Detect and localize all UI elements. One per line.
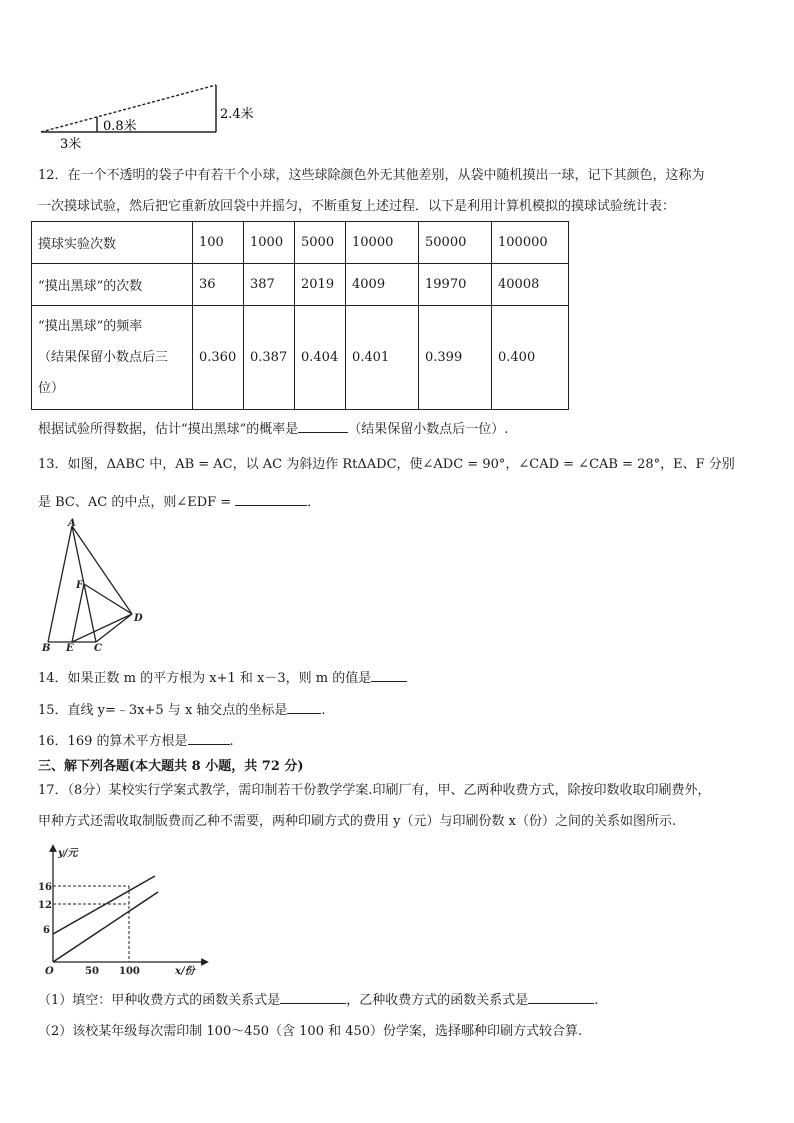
answer-blank [280, 989, 346, 1004]
table-cell: 0.399 [419, 306, 492, 410]
point-label-D: D [134, 613, 143, 624]
point-label-E: E [66, 643, 74, 654]
table-cell: 2019 [295, 264, 346, 306]
point-label-A: A [68, 518, 76, 529]
q13-line2 [38, 491, 320, 513]
seg-AB [48, 526, 72, 642]
q15-text-b: . [321, 703, 326, 718]
q15-line [38, 699, 326, 721]
q12-line2: 一次摸球试验，然后把它重新放回袋中并摇匀，不断重复上述过程．以下是利用计算机模拟的摸球试验统计表： [38, 199, 676, 214]
q15-text-a: 15．直线 y=﹣3x+5 与 x 轴交点的坐标是 [38, 703, 288, 718]
q14-line [38, 667, 407, 689]
trial-table [31, 221, 569, 410]
x-tick-100: 100 [119, 966, 140, 977]
table-cell: 0.404 [295, 306, 346, 410]
q16-line [38, 730, 234, 752]
table-row [32, 306, 569, 410]
point-label-C: C [94, 643, 102, 654]
q17-line2: 甲种方式还需收取制版费而乙种不需要，两种印刷方式的费用 y（元）与印刷份数 x（份）之间的关系如图所示. [38, 814, 677, 829]
section-title: 三、解下列各题(本大题共 8 小题，共 72 分) [38, 759, 304, 774]
y-tick-12: 12 [38, 900, 52, 911]
answer-blank [371, 667, 407, 682]
table-cell: 0.387 [244, 306, 295, 410]
q13-line2-a: 是 BC、AC 的中点，则∠EDF = [38, 495, 232, 510]
table-cell: 1000 [244, 222, 295, 264]
answer-blank [235, 491, 307, 506]
table-cell: 100 [193, 222, 244, 264]
table-row-header [32, 306, 193, 410]
table-row [32, 222, 569, 264]
freq-header-line1: “摸出黑球”的频率 [38, 319, 143, 334]
answer-blank [188, 730, 230, 745]
answer-blank [298, 418, 348, 433]
q17-sub1-a: （1）填空：甲种收费方式的函数关系式是 [38, 993, 281, 1008]
table-cell: 36 [193, 264, 244, 306]
cost-graph [33, 842, 213, 977]
table-cell: 40008 [492, 264, 569, 306]
table-cell: 0.401 [346, 306, 419, 410]
q12-line1: 12．在一个不透明的袋子中有若干个小球，这些球除颜色外无其他差别，从袋中随机摸出一球，记下其颜色，这称为 [38, 168, 705, 183]
y-tick-16: 16 [38, 882, 52, 893]
seg-DF [84, 584, 132, 614]
table-cell: 4009 [346, 264, 419, 306]
origin-label: O [45, 966, 54, 977]
table-cell: 387 [244, 264, 295, 306]
line-yi [53, 892, 158, 962]
q13-line2-b: ． [307, 495, 321, 510]
y-tick-6: 6 [43, 925, 50, 936]
triangle-figure [36, 518, 151, 654]
point-label-F: F [76, 580, 84, 591]
answer-blank [528, 989, 594, 1004]
q14-text: 14．如果正数 m 的平方根为 x+1 和 x－3，则 m 的值是 [38, 671, 372, 686]
slope-mid-label: 0.8米 [103, 119, 137, 134]
slope-base-label: 3米 [60, 137, 82, 152]
q16-text-a: 16．169 的算术平方根是 [38, 734, 188, 749]
table-row-header: “摸出黑球”的次数 [32, 264, 193, 306]
q17-sub1-c: . [594, 993, 599, 1008]
table-cell: 0.360 [193, 306, 244, 410]
q17-sub1-b: ，乙种收费方式的函数关系式是 [346, 993, 529, 1008]
x-axis-label: x/份 [175, 966, 195, 977]
slope-height-label: 2.4米 [220, 107, 254, 122]
table-cell: 10000 [346, 222, 419, 264]
table-cell: 100000 [492, 222, 569, 264]
table-cell: 50000 [419, 222, 492, 264]
freq-header-line2: （结果保留小数点后三 [38, 350, 169, 365]
table-cell: 19970 [419, 264, 492, 306]
table-row [32, 264, 569, 306]
table-cell: 5000 [295, 222, 346, 264]
x-tick-50: 50 [85, 966, 99, 977]
table-cell: 0.400 [492, 306, 569, 410]
freq-header-line3: 位） [38, 381, 65, 396]
q16-text-b: . [229, 734, 234, 749]
seg-EF [72, 584, 84, 642]
q12-after-text [38, 418, 508, 440]
point-label-B: B [42, 643, 51, 654]
y-axis-label: y/元 [58, 848, 78, 859]
q17-sub1 [38, 989, 598, 1011]
q17-line1: 17．（8分）某校实行学案式教学，需印制若干份教学学案.印刷厂有，甲、乙两种收费方式，除按印数收取印刷费外， [38, 783, 711, 798]
q13-line1: 13．如图，ΔABC 中，AB = AC，以 AC 为斜边作 RtΔADC，使∠ADC = 90°，∠CAD = ∠CAB = 28°，E、F 分别 [38, 457, 735, 472]
table-row-header: 摸球实验次数 [32, 222, 193, 264]
slope-figure [36, 80, 266, 155]
q12-after-b: （结果保留小数点后一位）. [348, 422, 509, 437]
q17-sub2: （2）该校某年级每次需印制 100～450（含 100 和 450）份学案，选择哪种印刷方式较合算. [38, 1024, 583, 1039]
answer-blank [287, 699, 321, 714]
q12-after-a: 根据试验所得数据，估计“摸出黑球”的概率是 [38, 422, 299, 437]
